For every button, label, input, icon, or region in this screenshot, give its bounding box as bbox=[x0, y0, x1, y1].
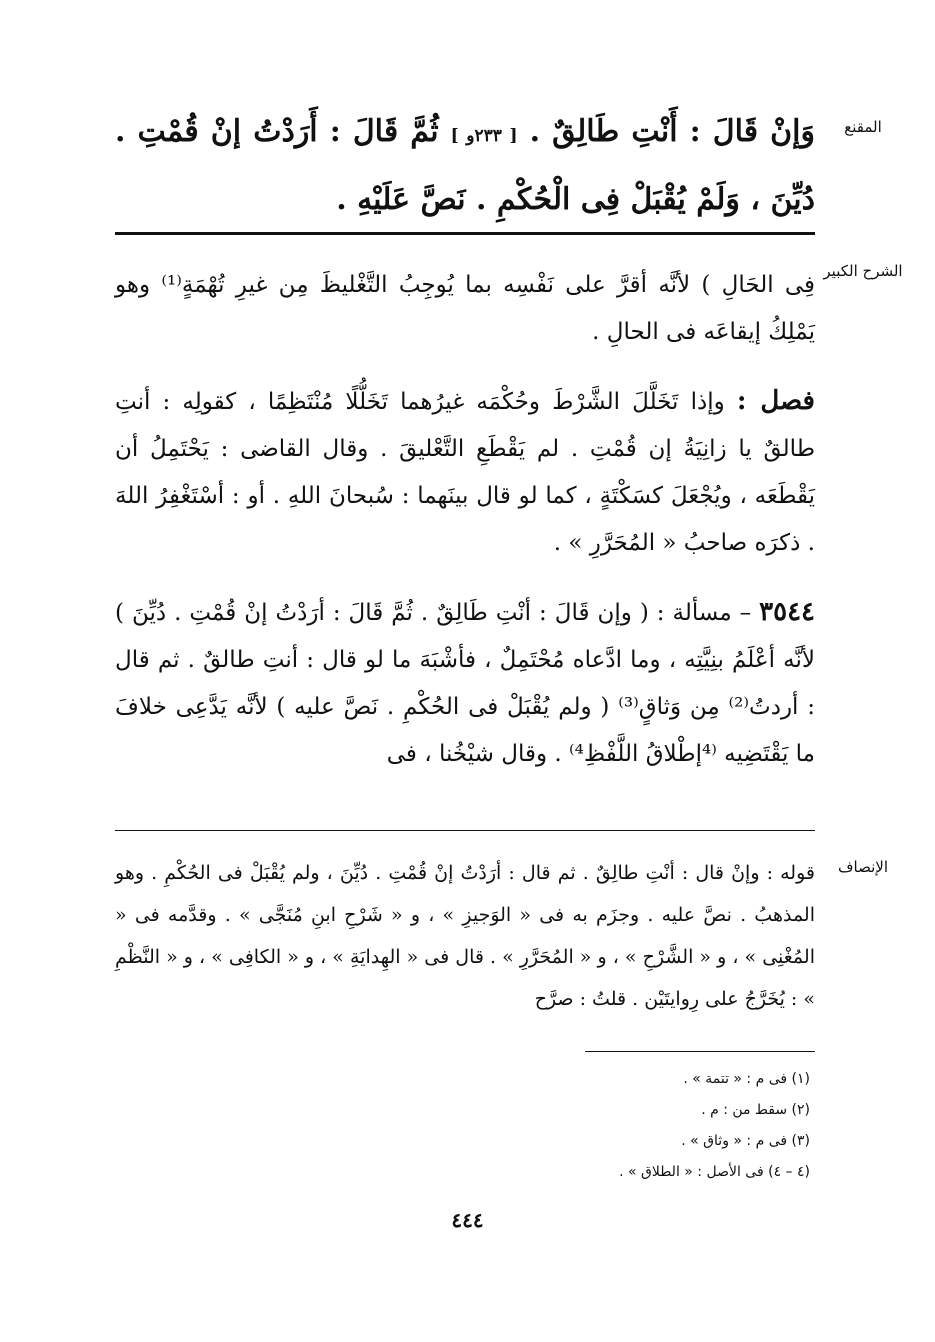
divider-thick bbox=[115, 232, 815, 235]
sharh-paragraph-1: فِى الحَالِ ) لأنَّه أقرَّ على نَفْسِه بما يُوجِبُ التَّغْليظَ مِن غيرِ تُهْمَةٍ⁽¹⁾ وهو يَمْلِكُ إيقاعَه فى الحالِ . bbox=[115, 272, 816, 345]
footnote-4: (٤ – ٤) فى الأصل : « الطلاق » . bbox=[619, 1164, 810, 1180]
label-insaf: الإنصاف bbox=[837, 858, 889, 876]
divider-thin bbox=[115, 830, 815, 831]
footnote-1: (١) فى م : « تتمة » . bbox=[683, 1071, 810, 1087]
label-sharh: الشرح الكبير bbox=[823, 262, 903, 280]
insaf-text: قوله : وإنْ قال : أنْتِ طالِقٌ . ثم قال : أرَدْتُ إنْ قُمْتِ . دُيِّنَ ، ولم يُقْبَلْ فى الحُكْمِ . وهو المذهبُ . نصَّ عليه . وجزَم به فى « الوَجيزِ » ، و « شَرْحِ ابنِ مُنَجَّى » . وقدَّمه فى « المُغْنِى » ، و « الشَّرْحِ » ، و « المُحَرَّرِ » . قال فى « الهِدايَةِ » ، و « الكافِى » ، و « النَّظْمِ » : يُخَرَّجُ على رِوايتَيْن . قلتُ : صرَّح bbox=[115, 862, 815, 1010]
footnote-2: (٢) سقط من : م . bbox=[701, 1102, 810, 1118]
fasl-heading: فصل : bbox=[736, 386, 815, 416]
muqni-text-b: ثُمَّ قَالَ : أَرَدْتُ إنْ قُمْتِ . دُيِّنَ ، وَلَمْ يُقْبَلْ فِى الْحُكْمِ . نَصَّ عَلَيْهِ . bbox=[115, 114, 815, 217]
sharh-paragraph-2 bbox=[115, 378, 815, 567]
page-number: ٤٤٤ bbox=[451, 1208, 484, 1232]
sharh-paragraph-2-body: وإذا تَخَلَّلَ الشَّرْطَ وحُكْمَه غيرُهما تَخَلُّلًا مُنْتَظِمًا ، كقولِه : أنتِ طالقٌ يا زانِيَةُ إن قُمْتِ . لم يَقْطَعِ التَّعْليقَ . وقال القاضى : يَحْتَمِلُ أن يَقْطَعَه ، ويُجْعَلَ كسَكْتَةٍ ، كما لو قال بينَهما : سُبحانَ اللهِ . أو : أسْتَغْفِرُ اللهَ . ذكرَه صاحبُ « المُحَرَّرِ » . bbox=[115, 389, 815, 556]
masala-number: ٣٥٤٤ bbox=[759, 597, 816, 627]
muqni-text-a: وَإنْ قَالَ : أَنْتِ طَالِقٌ . bbox=[529, 114, 815, 149]
sharh-paragraph-3 bbox=[115, 589, 815, 778]
sharh-paragraph-3-body: – مسألة : ( وإن قَالَ : أنْتِ طَالِقٌ . ثُمَّ قَالَ : أرَدْتُ إنْ قُمْتِ . دُيِّنَ ) لأنَّه أعْلَمُ بنِيَّتِه ، وما ادَّعاه مُحْتَمِلٌ ، فأشْبَهَ ما لو قال : أنتِ طالقٌ . ثم قال : أردتُ⁽²⁾ مِن وَثاقٍ⁽³⁾ ( ولم يُقْبَلْ فى الحُكْمِ . نَصَّ عليه ) لأنَّه يَدَّعِى خلافَ ما يَقْتَضِيه ⁽⁴إطْلاقُ اللَّفْظِ⁴⁾ . وقال شيْخُنا ، فى bbox=[115, 600, 815, 767]
folio-marker: [ ٢٣٣و ] bbox=[450, 126, 518, 146]
label-muqni: المقنع bbox=[844, 118, 882, 136]
sharh-text bbox=[115, 262, 815, 800]
footnote-3: (٣) فى م : « وثاق » . bbox=[681, 1133, 810, 1149]
footnote-divider bbox=[585, 1051, 815, 1052]
muqni-text bbox=[115, 100, 815, 231]
footnotes bbox=[310, 1064, 810, 1188]
